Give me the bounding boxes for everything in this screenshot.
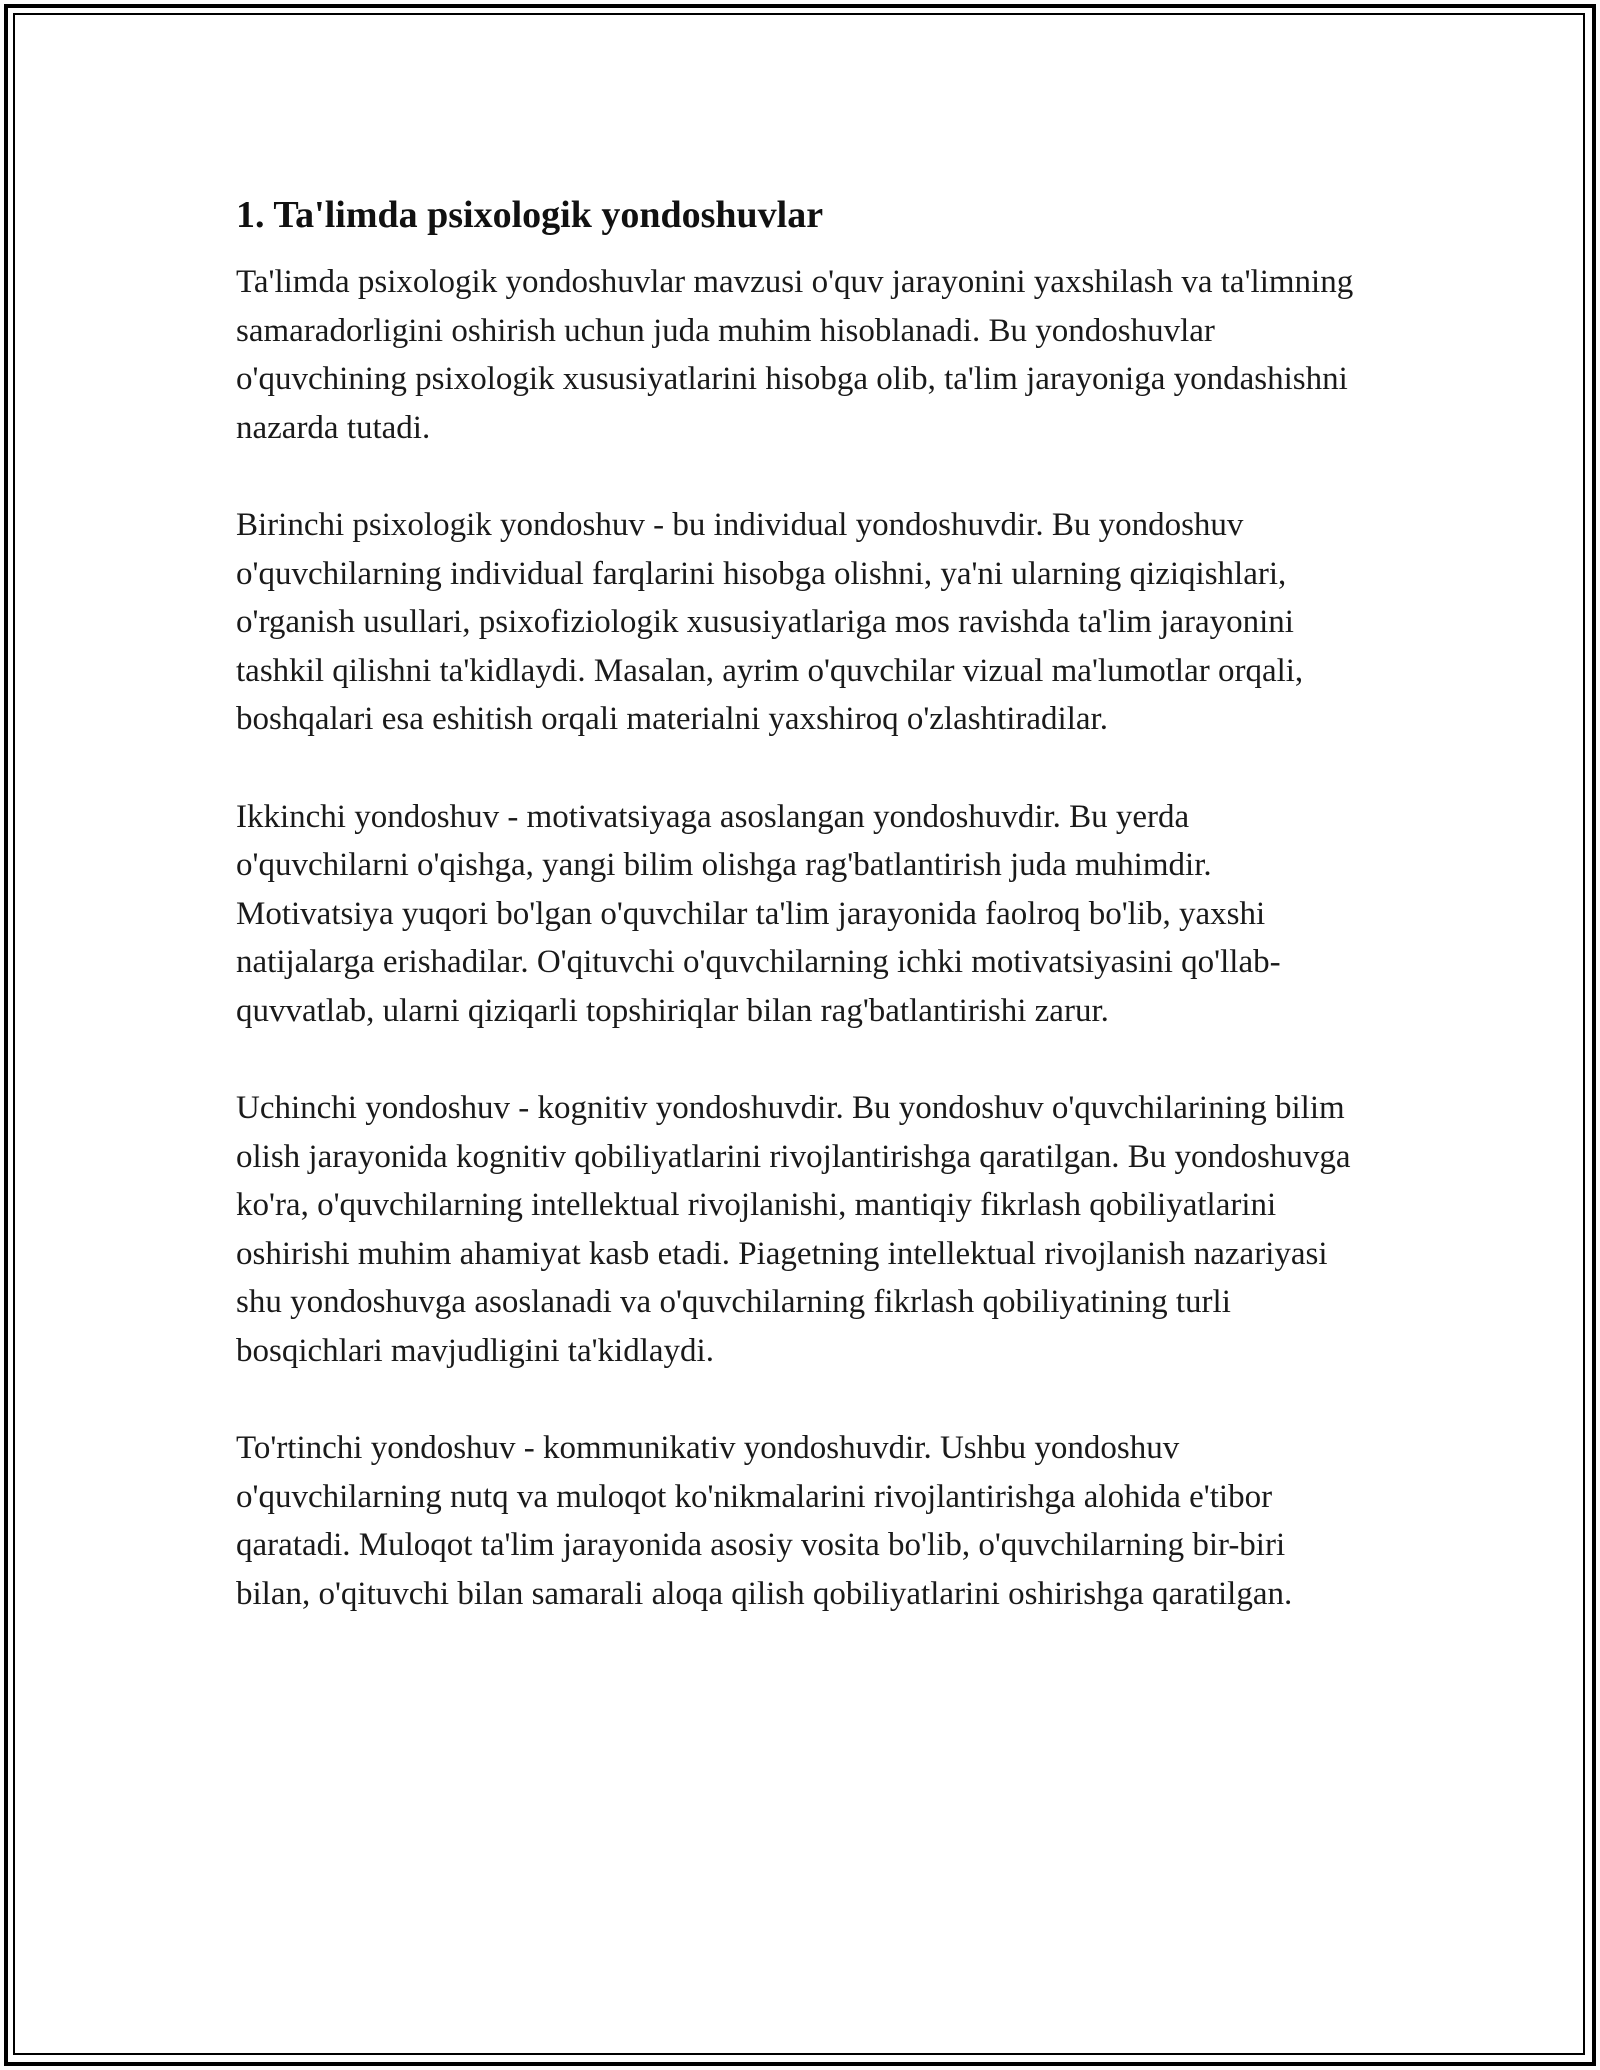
paragraph-intro: Ta'limda psixologik yondoshuvlar mavzusi o'quv jarayonini yaxshilash va ta'limning samaradorligini oshirish uchun juda muhim hisoblanadi. Bu yondoshuvlar o'quvchining psixologik xususiyatlarini hisobga olib, ta'lim jarayoniga yondashishni nazarda tutadi.	[236, 264, 1354, 446]
paragraph-motivational-approach: Ikkinchi yondoshuv - motivatsiyaga asoslangan yondoshuvdir. Bu yerda o'quvchilarni o'qishga, yangi bilim olishga rag'batlantirish juda muhimdir. Motivatsiya yuqori bo'lgan o'quvchilar ta'lim jarayonida faolroq bo'lib, yaxshi natijalarga erishadilar. O'qituvchi o'quvchilarning ichki motivatsiyasini qo'llab-quvvatlab, ularni qiziqarli topshiriqlar bilan rag'batlantirishi zarur.	[236, 798, 1281, 1029]
paragraph-cognitive-approach: Uchinchi yondoshuv - kognitiv yondoshuvdir. Bu yondoshuv o'quvchilarining bilim olish jarayonida kognitiv qobiliyatlarini rivojlantirishga qaratilgan. Bu yondoshuvga ko'ra, o'quvchilarning intellektual rivojlanishi, mantiqiy fikrlash qobiliyatlarini oshirishi muhim ahamiyat kasb etadi. Piagetning intellektual rivojlanish nazariyasi shu yondoshuvga asoslanadi va o'quvchilarning fikrlash qobiliyatining turli bosqichlari mavjudligini ta'kidlaydi.	[236, 1090, 1351, 1369]
paragraph-individual-approach: Birinchi psixologik yondoshuv - bu individual yondoshuvdir. Bu yondoshuv o'quvchilarning individual farqlarini hisobga olishni, ya'ni ularning qiziqishlari, o'rganish usullari, psixofiziologik xususiyatlariga mos ravishda ta'lim jarayonini tashkil qilishni ta'kidlaydi. Masalan, ayrim o'quvchilar vizual ma'lumotlar orqali, boshqalari esa eshitish orqali materialni yaxshiroq o'zlashtiradilar.	[236, 507, 1304, 737]
paragraph-communicative-approach: To'rtinchi yondoshuv - kommunikativ yondoshuvdir. Ushbu yondoshuv o'quvchilarning nutq va muloqot ko'nikmalarini rivojlantirishga alohida e'tibor qaratadi. Muloqot ta'lim jarayonida asosiy vosita bo'lib, o'quvchilarning bir-biri bilan, o'qituvchi bilan samarali aloqa qilish qobiliyatlarini oshirishga qaratilgan.	[236, 1430, 1293, 1612]
document-body	[236, 190, 1366, 1667]
section-heading: 1. Ta'limda psixologik yondoshuvlar	[236, 194, 824, 236]
